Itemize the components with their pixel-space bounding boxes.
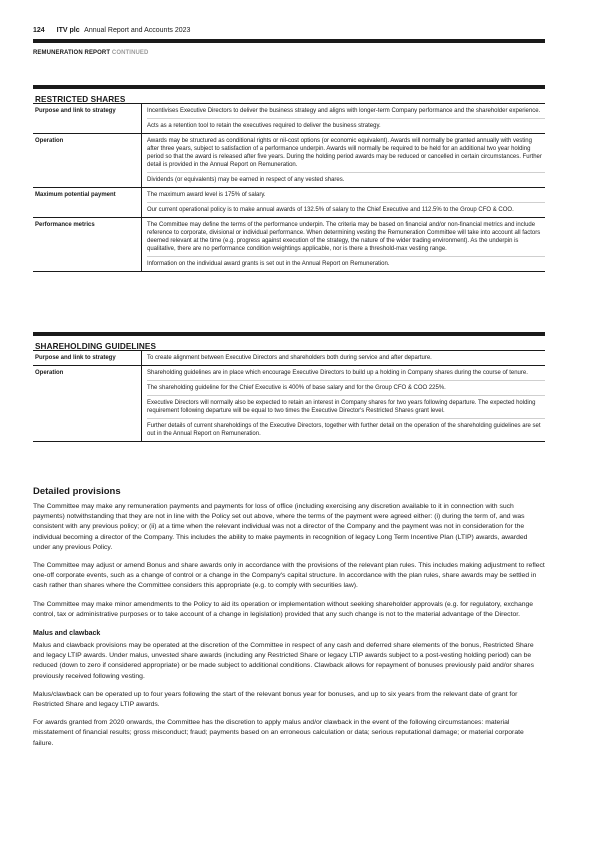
row-content — [141, 218, 545, 271]
row-paragraph: Awards may be structured as conditional rights or nil-cost options (or economic equivalent). Awards will normally be granted annually with vesting after three years, subject to satisfaction of a performance underpin. Awards will normally be required to be held for an additional two year holding period so that the award is released after five years. During the holding period awards may be reduced or cancelled in certain circumstances. Further detail is provided in the Annual Report on Remuneration. — [147, 138, 542, 168]
page-number: 124 — [33, 27, 45, 34]
body-paragraph: Malus and clawback provisions may be operated at the discretion of the Committee in respect of any cash and deferred share elements of the bonus, Restricted Share and legacy LTIP awards. Under malus, unvested share awards (including any Restricted Share or legacy LTIP awards subject to a post-vesting holding period) can be reduced (down to zero if considered appropriate) or be made subject to additional conditions. Clawback allows for repayment of bonuses previously paid and/or shares previously received following vesting. — [33, 642, 534, 680]
row-content — [141, 351, 545, 365]
row-paragraph: Shareholding guidelines are in place which encourage Executive Directors to build up a holding in Company shares during the course of tenure. — [147, 370, 528, 376]
row-content — [141, 134, 545, 187]
body-paragraph: The Committee may make any remuneration payments and payments for loss of office (including exercising any discretion available to it in connection with such payments) notwithstanding that they are not in line with the Policy set out above, where the terms of the payment were agreed either: (i) during the term of, and was consistent with any previous policy; or (ii) at a time when the relevant individual was not a director of the Company and the payment was not in consideration for the individual becoming a director of the Company. This includes the ability to make payments in recognition of legacy Long Term Incentive Plan (LTIP) awards, awarded under any previous Policy. — [33, 503, 528, 551]
row-paragraph: Executive Directors will normally also be expected to retain an interest in Company shares for two years following departure. The expected holding requirement following departure will be equal to two times the Executive Director's Restricted Shares grant level. — [147, 395, 545, 415]
body-paragraph: Malus/clawback can be operated up to four years following the start of the relevant bonus year for bonuses, and up to six years from the relevant date of grant for Restricted Share and legacy LTIP awards. — [33, 690, 518, 709]
row-label: Operation — [35, 370, 64, 376]
row-content — [141, 366, 545, 441]
restricted-shares-title: RESTRICTED SHARES — [35, 95, 126, 104]
shareholding-guidelines-title: SHAREHOLDING GUIDELINES — [35, 342, 157, 351]
row-paragraph: Incentivises Executive Directors to deliver the business strategy and aligns with longer-term Company performance and the shareholder experience. — [147, 108, 541, 114]
row-content — [141, 188, 545, 217]
detailed-provisions-heading: Detailed provisions — [33, 486, 121, 497]
table-row — [33, 217, 545, 271]
row-paragraph: Acts as a retention tool to retain the executives required to deliver the business strategy. — [147, 118, 545, 130]
row-label: Performance metrics — [35, 222, 95, 228]
row-paragraph: The Committee may define the terms of the performance underpin. The criteria may be based on financial and/or non-financial metrics and include reference to corporate, divisional or individual performance. When determining vesting the Remuneration Committee will take into account all factors deemed relevant at the time (e.g. progress against execution of the strategy, the nature of the wider trading environment). As the underpin is qualitative, there are no performance condition weightings applicable, nor is there a threshold-max vesting range. — [147, 222, 541, 252]
restricted-shares-table — [33, 85, 545, 272]
row-label: Maximum potential payment — [35, 192, 116, 198]
body-paragraph: The Committee may adjust or amend Bonus and share awards only in accordance with the provisions of the relevant plan rules. This includes making adjustment to reflect one-off corporate events, such as a change of control or a change in the Company's capital structure. In accordance with the plan rules, share awards may be settled in cash rather than shares where the Committee considers this appropriate (e.g. to comply with securities law). — [33, 562, 545, 590]
row-paragraph: Further details of current shareholdings of the Executive Directors, together with further detail on the operation of the shareholding guidelines are set out in the Annual Report on Remuneration. — [147, 418, 545, 438]
header-rule — [33, 39, 545, 43]
body-paragraph: For awards granted from 2020 onwards, the Committee has the discretion to apply malus and/or clawback in the event of the following circumstances: material misstatement of financial results; gross misconduct; fraud; payments based on an erroneous calculation or data; serious reputational damage; or material corporate failure. — [33, 719, 524, 747]
malus-clawback-heading: Malus and clawback — [33, 630, 101, 638]
row-paragraph: The maximum award level is 175% of salary. — [147, 192, 266, 198]
table-row — [33, 350, 545, 365]
running-header — [33, 27, 190, 34]
row-label: Operation — [35, 138, 64, 144]
company-name: ITV plc — [56, 27, 80, 34]
table-row — [33, 133, 545, 187]
section-continued: CONTINUED — [111, 50, 149, 56]
row-label: Purpose and link to strategy — [35, 355, 116, 361]
table-row — [33, 365, 545, 441]
row-paragraph: To create alignment between Executive Directors and shareholders both during service and after departure. — [147, 355, 432, 361]
row-paragraph: Our current operational policy is to make annual awards of 132.5% of salary to the Chief Executive and 112.5% to the Group CFO & COO. — [147, 202, 545, 214]
body-paragraph: The Committee may make minor amendments to the Policy to aid its operation or implementation without seeking shareholder approvals (e.g. for regulatory, exchange control, tax or administrative purposes or to take account of a change in legislation) provided that any such change is not to the material advantage of the Director. — [33, 600, 534, 618]
shareholding-guidelines-table — [33, 332, 545, 442]
section-label — [33, 50, 148, 56]
publication-title: Annual Report and Accounts 2023 — [84, 27, 191, 34]
detailed-provisions — [33, 486, 545, 757]
row-content — [141, 104, 545, 133]
table-row — [33, 103, 545, 133]
row-paragraph: The shareholding guideline for the Chief Executive is 400% of base salary and for the Group CFO & COO 225%. — [147, 380, 545, 392]
row-label: Purpose and link to strategy — [35, 108, 116, 114]
row-paragraph: Dividends (or equivalents) may be earned in respect of any vested shares. — [147, 172, 545, 184]
table-row — [33, 187, 545, 217]
row-paragraph: Information on the individual award grants is set out in the Annual Report on Remuneration. — [147, 256, 545, 268]
section-label-text: REMUNERATION REPORT — [33, 50, 111, 56]
